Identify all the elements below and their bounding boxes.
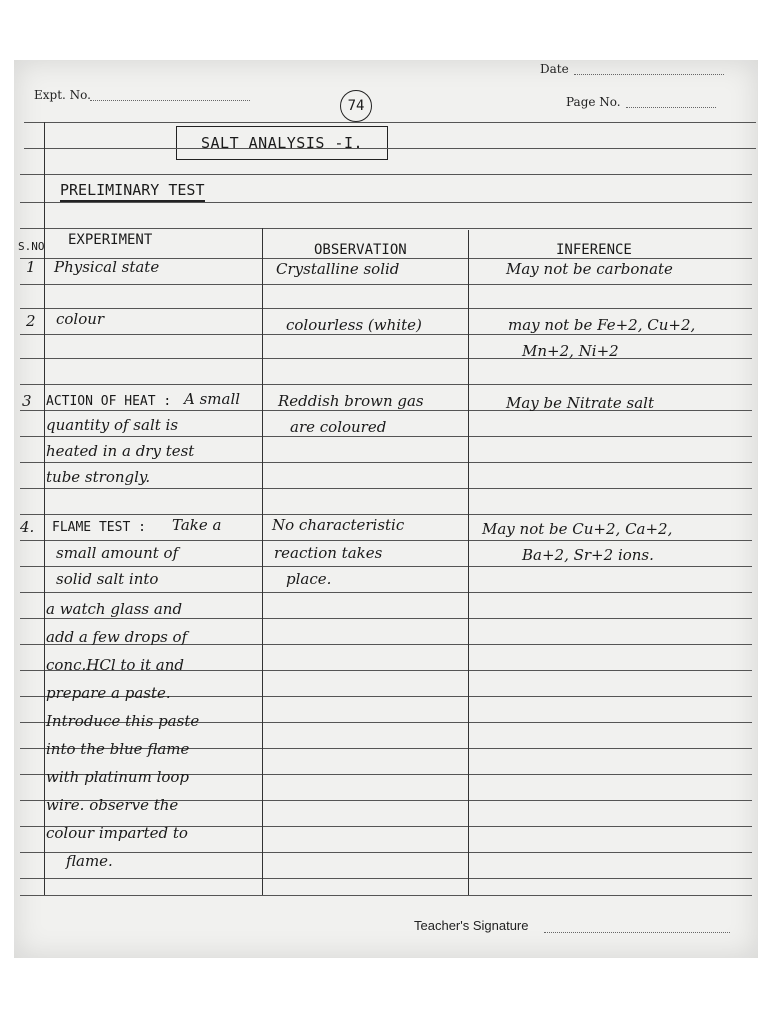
page-no-line	[626, 107, 716, 108]
row-3-sno: 3	[22, 392, 32, 410]
row-4-experiment-line-5: add a few drops of	[46, 628, 188, 646]
row-2-observation: colourless (white)	[286, 316, 422, 334]
row-4-inference-line-1: May not be Cu+2, Ca+2,	[482, 520, 673, 538]
date-line	[574, 74, 724, 75]
row-4-experiment-line-9: into the blue flame	[46, 740, 190, 758]
row-4-observation-line-2: reaction takes	[274, 544, 383, 562]
row-4-experiment-line-1: Take a	[172, 516, 222, 534]
ruled-line	[20, 852, 752, 853]
ruled-line	[24, 122, 756, 123]
teacher-signature-label: Teacher's Signature	[414, 918, 529, 933]
row-2-experiment: colour	[56, 310, 105, 328]
row-1-inference: May not be carbonate	[506, 260, 673, 278]
expt-no-label: Expt. No.	[34, 88, 91, 102]
ruled-line	[20, 358, 752, 359]
column-divider-2	[468, 230, 469, 895]
row-3-observation-line-2: are coloured	[290, 418, 387, 436]
row-4-experiment-line-2: small amount of	[56, 544, 179, 562]
margin-line	[44, 122, 45, 895]
row-1-sno: 1	[26, 258, 36, 276]
ruled-line	[20, 228, 752, 229]
row-3-experiment-line-3: heated in a dry test	[46, 442, 195, 460]
col-observation: OBSERVATION	[314, 242, 407, 258]
row-4-experiment-line-3: solid salt into	[56, 570, 159, 588]
row-4-observation-line-1: No characteristic	[272, 516, 405, 534]
ruled-line	[20, 174, 752, 175]
row-4-observation-line-3: place.	[286, 570, 332, 588]
row-4-experiment-heading: FLAME TEST :	[52, 520, 146, 535]
teacher-signature-line	[544, 932, 730, 933]
row-4-experiment-line-10: with platinum loop	[46, 768, 190, 786]
row-4-experiment-line-4: a watch glass and	[46, 600, 183, 618]
row-1-observation: Crystalline solid	[276, 260, 400, 278]
col-experiment: EXPERIMENT	[68, 232, 153, 248]
page-title: SALT ANALYSIS -I.	[176, 126, 388, 160]
row-3-experiment-line-2: quantity of salt is	[46, 416, 179, 434]
ruled-line	[20, 202, 752, 203]
row-3-inference: May be Nitrate salt	[506, 394, 654, 412]
row-4-experiment-line-7: prepare a paste.	[46, 684, 171, 702]
ruled-line	[20, 878, 752, 879]
ruled-line	[20, 284, 752, 285]
section-heading: PRELIMINARY TEST	[60, 180, 205, 202]
date-label: Date	[540, 62, 569, 76]
row-2-sno: 2	[26, 312, 36, 330]
row-4-inference-line-2: Ba+2, Sr+2 ions.	[522, 546, 654, 564]
row-3-experiment-line-1: A small	[184, 390, 241, 408]
row-3-observation-line-1: Reddish brown gas	[278, 392, 424, 410]
row-4-experiment-line-8: Introduce this paste	[46, 712, 200, 730]
ruled-line	[20, 895, 752, 896]
row-4-sno: 4.	[20, 518, 35, 536]
col-inference: INFERENCE	[556, 242, 632, 258]
col-sno: S.NO	[18, 240, 45, 253]
page-no-label: Page No.	[566, 95, 621, 109]
row-3-experiment-line-4: tube strongly.	[46, 468, 151, 486]
page-number: 74	[340, 90, 372, 122]
row-4-experiment-line-13: flame.	[66, 852, 113, 870]
row-2-inference-line-1: may not be Fe+2, Cu+2,	[508, 316, 696, 334]
row-1-experiment: Physical state	[54, 258, 160, 276]
row-3-experiment-heading: ACTION OF HEAT :	[46, 394, 172, 409]
expt-no-line	[90, 100, 250, 101]
row-2-inference-line-2: Mn+2, Ni+2	[522, 342, 619, 360]
ruled-line	[24, 148, 756, 149]
column-divider-1	[262, 228, 263, 895]
ruled-line	[20, 308, 752, 309]
row-4-experiment-line-11: wire. observe the	[46, 796, 179, 814]
ruled-line	[20, 384, 752, 385]
row-4-experiment-line-12: colour imparted to	[46, 824, 188, 842]
row-4-experiment-line-6: conc.HCl to it and	[46, 656, 185, 674]
